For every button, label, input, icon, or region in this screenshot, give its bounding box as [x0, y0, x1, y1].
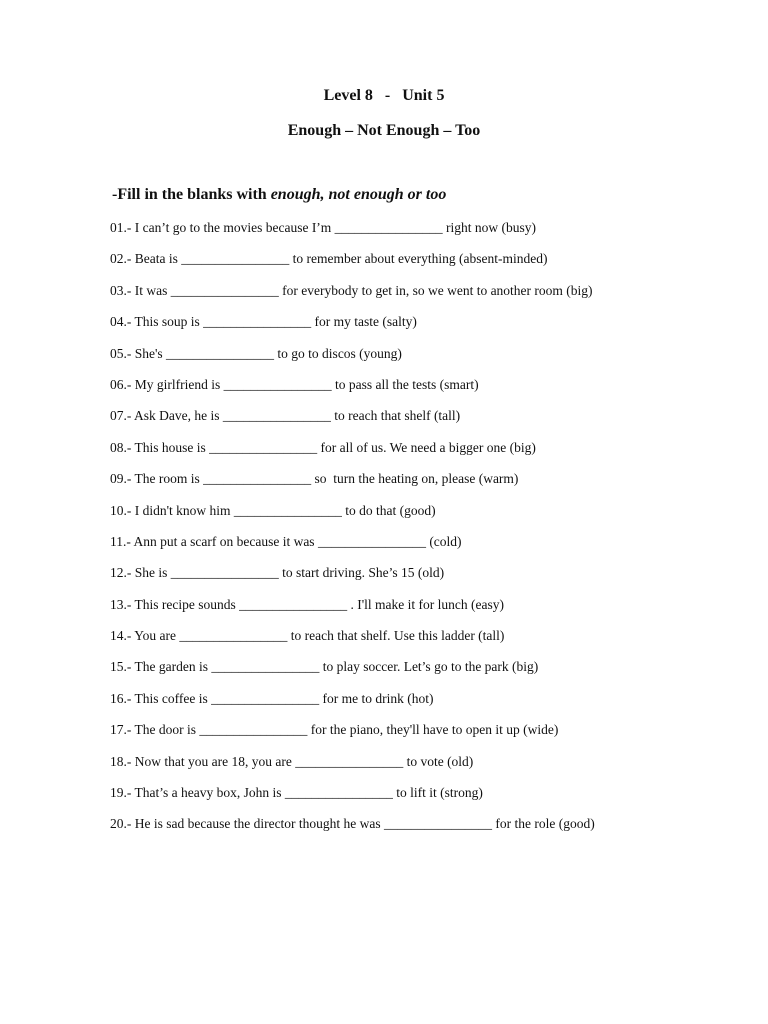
- instruction-lead: -Fill in the blanks with: [112, 186, 271, 203]
- exercise-item: 06.- My girlfriend is ________________ to pass all the tests (smart): [110, 376, 479, 392]
- exercise-item: 12.- She is ________________ to start driving. She’s 15 (old): [110, 565, 445, 581]
- exercise-list: [110, 219, 730, 847]
- exercise-item: 10.- I didn't know him ________________ to do that (good): [110, 502, 436, 518]
- exercise-item: 08.- This house is ________________ for all of us. We need a bigger one (big): [110, 439, 536, 455]
- exercise-item: 13.- This recipe sounds ________________ . I'll make it for lunch (easy): [110, 596, 504, 612]
- exercise-item: 05.- She's ________________ to go to discos (young): [110, 345, 402, 361]
- exercise-item: 01.- I can’t go to the movies because I’m ________________ right now (busy): [110, 220, 537, 235]
- exercise-item: 15.- The garden is ________________ to play soccer. Let’s go to the park (big): [110, 659, 539, 675]
- exercise-item: 04.- This soup is ________________ for my taste (salty): [110, 314, 417, 330]
- exercise-item: 18.- Now that you are 18, you are ________________ to vote (old): [110, 753, 474, 769]
- instruction-emphasis: enough, not enough or too: [270, 186, 447, 203]
- exercise-item: 17.- The door is ________________ for the piano, they'll have to open it up (wide): [110, 722, 559, 738]
- exercise-item: 20.- He is sad because the director thought he was ________________ for the role (good): [110, 816, 595, 832]
- exercise-item: 09.- The room is ________________ so turn the heating on, please (warm): [110, 471, 519, 487]
- exercise-item: 14.- You are ________________ to reach that shelf. Use this ladder (tall): [110, 628, 505, 644]
- page-subtitle: Enough – Not Enough – Too: [287, 122, 481, 139]
- exercise-item: 19.- That’s a heavy box, John is ________________ to lift it (strong): [110, 785, 483, 801]
- exercise-item: 07.- Ask Dave, he is ________________ to reach that shelf (tall): [110, 408, 461, 424]
- page-title: Level 8 - Unit 5: [323, 87, 445, 104]
- exercise-item: 03.- It was ________________ for everybody to get in, so we went to another room (big): [110, 282, 593, 298]
- exercise-item: 16.- This coffee is ________________ for me to drink (hot): [110, 690, 434, 706]
- instruction-line: [112, 186, 446, 204]
- exercise-item: 11.- Ann put a scarf on because it was ________________ (cold): [110, 533, 462, 549]
- exercise-item: 02.- Beata is ________________ to remember about everything (absent-minded): [110, 251, 548, 267]
